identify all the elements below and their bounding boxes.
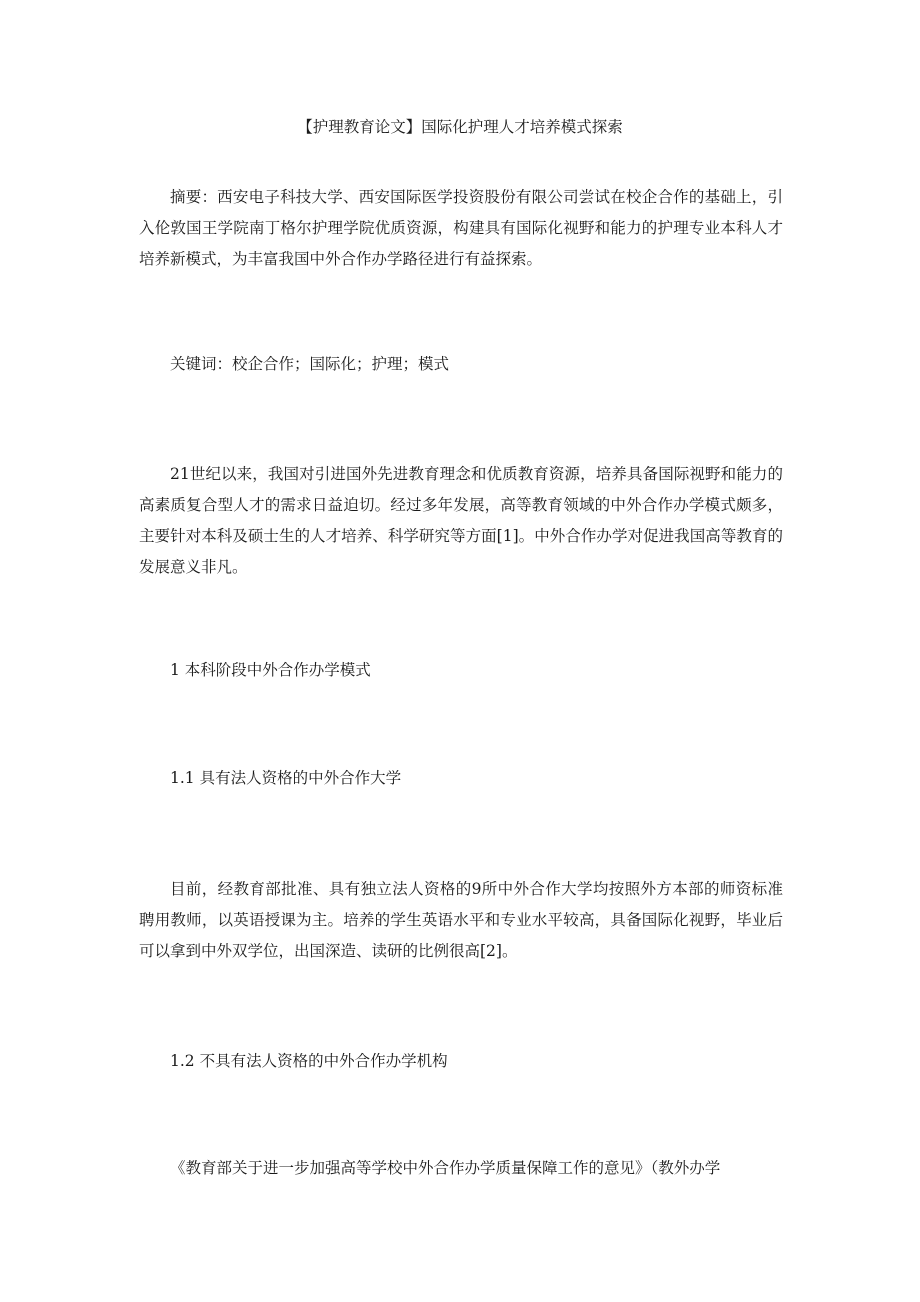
section-1-2-heading: 1.2 不具有法人资格的中外合作办学机构 <box>170 1052 448 1070</box>
section-1-1-heading: 1.1 具有法人资格的中外合作大学 <box>170 769 402 787</box>
abstract-paragraph: 摘要：西安电子科技大学、西安国际医学投资股份有限公司尝试在校企合作的基础上，引入伦敦国王学院南丁格尔护理学院优质资源，构建具有国际化视野和能力的护理专业本科人才培养新模式，为丰富我国中外合作办学路径进行有益探索。 <box>139 188 783 268</box>
intro-paragraph: 21世纪以来，我国对引进国外先进教育理念和优质教育资源，培养具备国际视野和能力的高素质复合型人才的需求日益迫切。经过多年发展，高等教育领域的中外合作办学模式颇多，主要针对本科及硕士生的人才培养、科学研究等方面[1]。中外合作办学对促进我国高等教育的发展意义非凡。 <box>139 465 783 576</box>
section-1-1-paragraph: 目前，经教育部批准、具有独立法人资格的9所中外合作大学均按照外方本部的师资标准聘用教师，以英语授课为主。培养的学生英语水平和专业水平较高，具备国际化视野，毕业后可以拿到中外双学位，出国深造、读研的比例很高[2]。 <box>139 880 783 960</box>
section-1-heading: 1 本科阶段中外合作办学模式 <box>170 661 371 679</box>
section-1-2-paragraph: 《教育部关于进一步加强高等学校中外合作办学质量保障工作的意见》（教外办学 <box>170 1159 721 1177</box>
keywords-line: 关键词：校企合作；国际化；护理；模式 <box>170 355 450 373</box>
document-title: 【护理教育论文】国际化护理人才培养模式探索 <box>297 118 623 136</box>
